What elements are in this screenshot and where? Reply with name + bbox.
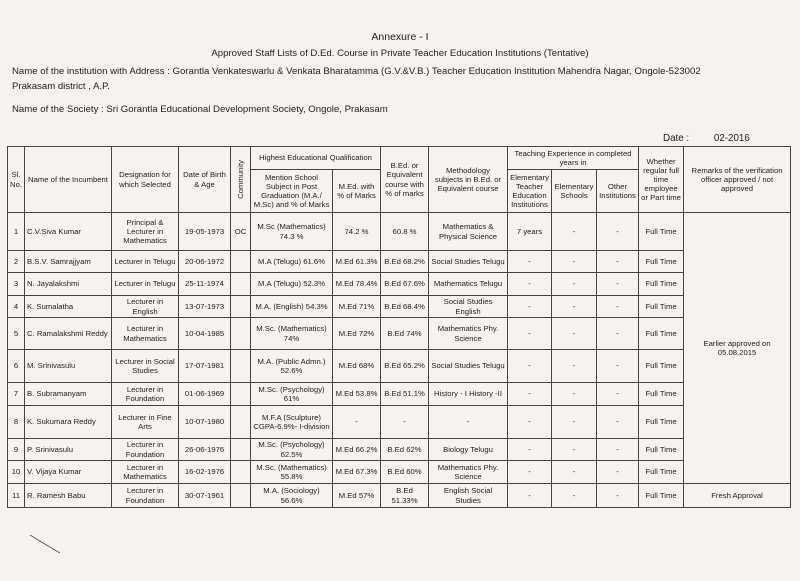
cell-dob: 10-07-1980 — [179, 406, 231, 439]
cell-name: B.S.V. Samrajjyam — [25, 251, 112, 273]
cell-sl: 8 — [8, 406, 25, 439]
cell-designation: Lecturer in Foundation — [112, 383, 179, 406]
col-remarks: Remarks of the verification officer approved / not approved — [684, 147, 791, 213]
cell-bed: - — [381, 406, 429, 439]
col-bed: B.Ed. or Equivalent course with % of marks — [381, 147, 429, 213]
cell-bed: B.Ed 67.6% — [381, 273, 429, 296]
cell-pg: M.Sc. (Mathematics) 74% — [251, 318, 333, 350]
cell-sl: 5 — [8, 318, 25, 350]
cell-bed: B.Ed 60% — [381, 461, 429, 484]
staff-table-body — [8, 213, 791, 508]
cell-pg: M.A (Telugu) 61.6% — [251, 251, 333, 273]
cell-sl: 1 — [8, 213, 25, 251]
cell-med: M.Ed 57% — [333, 484, 381, 508]
cell-exp-eti: - — [508, 383, 552, 406]
col-methodology: Methodology subjects in B.Ed. or Equivalent course — [429, 147, 508, 213]
cell-dob: 10-04-1985 — [179, 318, 231, 350]
cell-pg: M.Sc. (Psychology) 62.5% — [251, 439, 333, 461]
cell-dob: 25-11-1974 — [179, 273, 231, 296]
cell-bed: B.Ed 51.33% — [381, 484, 429, 508]
cell-sl: 7 — [8, 383, 25, 406]
table-row — [8, 350, 791, 383]
cell-designation: Lecturer in Telugu — [112, 273, 179, 296]
cell-pg: M.F.A (Sculpture) CGPA-6.9%- I-division — [251, 406, 333, 439]
cell-pg: M.Sc. (Mathematics) 55.8% — [251, 461, 333, 484]
cell-med: M.Ed 67.3% — [333, 461, 381, 484]
cell-designation: Principal & Lecturer in Mathematics — [112, 213, 179, 251]
remarks-fresh-approval: Fresh Approval — [684, 484, 791, 508]
cell-pg: M.A. (Sociology) 56.6% — [251, 484, 333, 508]
col-other-institutions: Other Institutions — [597, 170, 639, 213]
cell-name: K. Sumalatha — [25, 296, 112, 318]
cell-method: Social Studies Telugu — [429, 251, 508, 273]
cell-exp-es: - — [552, 251, 597, 273]
annexure-title: Annexure - I — [371, 31, 429, 43]
cell-employment: Full Time — [639, 296, 684, 318]
cell-exp-oi: - — [597, 461, 639, 484]
cell-med: M.Ed 66.2% — [333, 439, 381, 461]
cell-employment: Full Time — [639, 251, 684, 273]
cell-name: C. Ramalakshmi Reddy — [25, 318, 112, 350]
table-row — [8, 461, 791, 484]
date-label: Date : — [663, 133, 690, 144]
cell-designation: Lecturer in Mathematics — [112, 461, 179, 484]
cell-exp-oi: - — [597, 251, 639, 273]
cell-exp-es: - — [552, 273, 597, 296]
cell-exp-eti: - — [508, 484, 552, 508]
cell-sl: 11 — [8, 484, 25, 508]
cell-bed: B.Ed 65.2% — [381, 350, 429, 383]
cell-method: Mathematics Phy. Science — [429, 318, 508, 350]
col-elementary-schools: Elementary Schools — [552, 170, 597, 213]
cell-method: Biology Telugu — [429, 439, 508, 461]
cell-dob: 26-06-1976 — [179, 439, 231, 461]
cell-exp-eti: - — [508, 350, 552, 383]
cell-designation: Lecturer in English — [112, 296, 179, 318]
cell-employment: Full Time — [639, 406, 684, 439]
district-line: Prakasam district , A.P. — [12, 81, 110, 92]
cell-med: 74.2 % — [333, 213, 381, 251]
cell-exp-es: - — [552, 213, 597, 251]
cell-exp-eti: - — [508, 406, 552, 439]
cell-community — [231, 273, 251, 296]
cell-dob: 19-05-1973 — [179, 213, 231, 251]
cell-med: M.Ed 53.8% — [333, 383, 381, 406]
cell-med: M.Ed 61.3% — [333, 251, 381, 273]
cell-name: P. Srinivasulu — [25, 439, 112, 461]
cell-pg: M.A. (Public Admn.) 52.6% — [251, 350, 333, 383]
cell-exp-oi: - — [597, 273, 639, 296]
cell-community: OC — [231, 213, 251, 251]
cell-method: Mathematics Phy. Science — [429, 461, 508, 484]
cell-sl: 2 — [8, 251, 25, 273]
table-row — [8, 406, 791, 439]
cell-exp-eti: - — [508, 296, 552, 318]
cell-exp-es: - — [552, 350, 597, 383]
cell-name: K. Sukumara Reddy — [25, 406, 112, 439]
remarks-earlier-approved: Earlier approved on 05.08.2015 — [684, 213, 791, 484]
cell-exp-es: - — [552, 296, 597, 318]
col-highest-qualification: Highest Educational Qualification — [251, 147, 381, 170]
cell-bed: 60.8 % — [381, 213, 429, 251]
cell-community — [231, 318, 251, 350]
cell-employment: Full Time — [639, 318, 684, 350]
cell-exp-oi: - — [597, 383, 639, 406]
col-name: Name of the Incumbent — [25, 147, 112, 213]
cell-community — [231, 484, 251, 508]
cell-employment: Full Time — [639, 350, 684, 383]
cell-method: English Social Studies — [429, 484, 508, 508]
cell-med: M.Ed 78.4% — [333, 273, 381, 296]
cell-name: B. Subramanyam — [25, 383, 112, 406]
cell-designation: Lecturer in Foundation — [112, 484, 179, 508]
cell-method: Mathematics & Physical Science — [429, 213, 508, 251]
cell-exp-oi: - — [597, 318, 639, 350]
cell-sl: 4 — [8, 296, 25, 318]
col-sl-no: Sl. No. — [8, 147, 25, 213]
cell-dob: 20-06-1972 — [179, 251, 231, 273]
col-dob: Date of Birth & Age — [179, 147, 231, 213]
cell-pg: M.Sc. (Psychology) 61% — [251, 383, 333, 406]
table-row — [8, 383, 791, 406]
cell-exp-es: - — [552, 484, 597, 508]
cell-dob: 13-07-1973 — [179, 296, 231, 318]
cell-employment: Full Time — [639, 461, 684, 484]
cell-med: M.Ed 71% — [333, 296, 381, 318]
cell-exp-es: - — [552, 406, 597, 439]
col-community — [231, 147, 251, 213]
cell-community — [231, 406, 251, 439]
table-row — [8, 251, 791, 273]
col-employment: Whether regular full time employee or Part time — [639, 147, 684, 213]
date-field — [663, 133, 750, 144]
cell-pg: M.A (Telugu) 52.3% — [251, 273, 333, 296]
cell-bed: B.Ed 68.4% — [381, 296, 429, 318]
col-elementary-institutions: Elementary Teacher Education Institutions — [508, 170, 552, 213]
cell-exp-oi: - — [597, 350, 639, 383]
cell-community — [231, 439, 251, 461]
col-pg-subject: Mention School Subject in Post Graduation (M.A./ M.Sc) and % of Marks — [251, 170, 333, 213]
table-row — [8, 439, 791, 461]
cell-exp-oi: - — [597, 484, 639, 508]
cell-name: V. Vijaya Kumar — [25, 461, 112, 484]
cell-employment: Full Time — [639, 273, 684, 296]
cell-med: M.Ed 72% — [333, 318, 381, 350]
col-designation: Designation for which Selected — [112, 147, 179, 213]
header-row-1 — [8, 147, 791, 170]
cell-bed: B.Ed 51.1% — [381, 383, 429, 406]
cell-exp-eti: - — [508, 318, 552, 350]
cell-exp-eti: - — [508, 439, 552, 461]
cell-designation: Lecturer in Social Studies — [112, 350, 179, 383]
cell-designation: Lecturer in Telugu — [112, 251, 179, 273]
cell-med: - — [333, 406, 381, 439]
cell-name: M. Srinivasulu — [25, 350, 112, 383]
cell-designation: Lecturer in Fine Arts — [112, 406, 179, 439]
community-label: Community — [235, 160, 245, 199]
society-line: Name of the Society : Sri Gorantla Educational Development Society, Ongole, Prakasam — [12, 104, 388, 115]
cell-exp-eti: 7 years — [508, 213, 552, 251]
staff-table — [7, 146, 791, 508]
cell-bed: B.Ed 74% — [381, 318, 429, 350]
cell-name: N. Jayalakshmi — [25, 273, 112, 296]
cell-employment: Full Time — [639, 439, 684, 461]
table-row — [8, 484, 791, 508]
cell-exp-oi: - — [597, 213, 639, 251]
cell-exp-oi: - — [597, 406, 639, 439]
col-teaching-experience: Teaching Experience in completed years in — [508, 147, 639, 170]
cell-pg: M.A. (English) 54.3% — [251, 296, 333, 318]
cell-employment: Full Time — [639, 484, 684, 508]
cell-exp-oi: - — [597, 296, 639, 318]
table-row — [8, 213, 791, 251]
cell-exp-eti: - — [508, 273, 552, 296]
cell-pg: M.Sc (Mathematics) 74.3 % — [251, 213, 333, 251]
cell-bed: B.Ed 68.2% — [381, 251, 429, 273]
cell-method: Mathematics Telugu — [429, 273, 508, 296]
cell-bed: B.Ed 62% — [381, 439, 429, 461]
cell-community — [231, 350, 251, 383]
cell-designation: Lecturer in Mathematics — [112, 318, 179, 350]
cell-exp-oi: - — [597, 439, 639, 461]
cell-exp-es: - — [552, 383, 597, 406]
cell-sl: 10 — [8, 461, 25, 484]
cell-employment: Full Time — [639, 213, 684, 251]
table-row — [8, 318, 791, 350]
col-med: M.Ed. with % of Marks — [333, 170, 381, 213]
cell-community — [231, 251, 251, 273]
cell-community — [231, 296, 251, 318]
cell-exp-eti: - — [508, 251, 552, 273]
cell-name: C.V.Siva Kumar — [25, 213, 112, 251]
cell-dob: 01-06-1969 — [179, 383, 231, 406]
cell-sl: 6 — [8, 350, 25, 383]
cell-sl: 3 — [8, 273, 25, 296]
cell-method: Social Studies Telugu — [429, 350, 508, 383]
cell-med: M.Ed 68% — [333, 350, 381, 383]
cell-exp-es: - — [552, 461, 597, 484]
cell-community — [231, 383, 251, 406]
cell-exp-es: - — [552, 439, 597, 461]
date-value: 02-2016 — [713, 133, 750, 144]
cell-designation: Lecturer in Foundation — [112, 439, 179, 461]
cell-method: - — [429, 406, 508, 439]
cell-sl: 9 — [8, 439, 25, 461]
cell-exp-es: - — [552, 318, 597, 350]
cell-dob: 30-07-1961 — [179, 484, 231, 508]
cell-dob: 16-02-1976 — [179, 461, 231, 484]
cell-method: Social Studies English — [429, 296, 508, 318]
cell-exp-eti: - — [508, 461, 552, 484]
cell-name: R. Ramesh Babu — [25, 484, 112, 508]
document-subtitle: Approved Staff Lists of D.Ed. Course in Private Teacher Education Institutions (Tentative) — [211, 48, 589, 59]
cell-community — [231, 461, 251, 484]
cell-method: History - I History -II — [429, 383, 508, 406]
table-row — [8, 273, 791, 296]
pen-mark — [28, 532, 68, 556]
cell-dob: 17-07-1981 — [179, 350, 231, 383]
cell-employment: Full Time — [639, 383, 684, 406]
institution-line: Name of the institution with Address : Gorantla Venkateswarlu & Venkata Bharatamma (G.V.&V.B.) Teacher Education Institution Mahendra Nagar, Ongole-523002 — [12, 66, 701, 77]
table-row — [8, 296, 791, 318]
